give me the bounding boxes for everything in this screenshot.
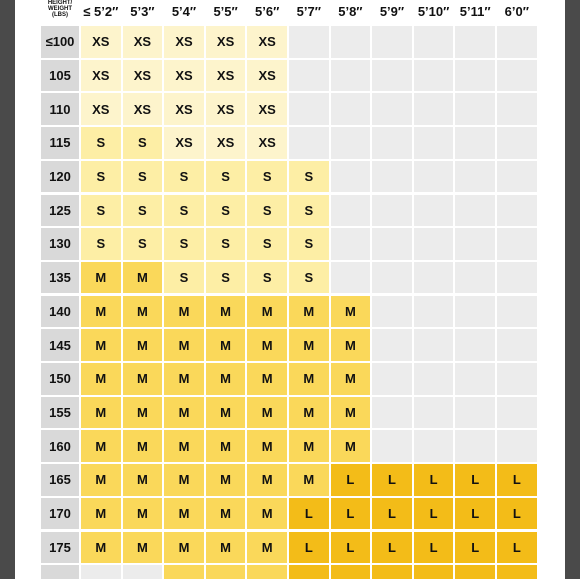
- size-cell: XS: [123, 93, 163, 125]
- weight-label: ≤100: [41, 26, 79, 58]
- empty-cell: [331, 60, 371, 92]
- empty-cell: [289, 60, 329, 92]
- size-cell: L: [372, 532, 412, 564]
- empty-cell: [497, 127, 537, 159]
- empty-cell: [455, 127, 495, 159]
- empty-cell: [372, 397, 412, 429]
- size-cell: L: [414, 498, 454, 530]
- partial-cell: [247, 565, 287, 579]
- size-cell: S: [81, 161, 121, 193]
- empty-cell: [455, 60, 495, 92]
- partial-cell: [331, 565, 371, 579]
- size-cell: M: [331, 296, 371, 328]
- size-cell: M: [247, 397, 287, 429]
- size-cell: M: [247, 464, 287, 496]
- weight-label: 145: [41, 329, 79, 361]
- empty-cell: [455, 161, 495, 193]
- empty-cell: [331, 26, 371, 58]
- empty-cell: [497, 296, 537, 328]
- size-cell: M: [164, 498, 204, 530]
- weight-label: 170: [41, 498, 79, 530]
- size-cell: L: [455, 498, 495, 530]
- size-cell: XS: [247, 93, 287, 125]
- size-cell: S: [247, 228, 287, 260]
- size-cell: M: [206, 430, 246, 462]
- size-cell: M: [164, 397, 204, 429]
- size-cell: S: [81, 228, 121, 260]
- weight-label: 175: [41, 532, 79, 564]
- size-cell: L: [331, 532, 371, 564]
- size-cell: L: [455, 532, 495, 564]
- size-cell: S: [164, 262, 204, 294]
- size-cell: L: [289, 532, 329, 564]
- size-cell: M: [206, 532, 246, 564]
- size-cell: M: [81, 464, 121, 496]
- size-cell: M: [289, 430, 329, 462]
- weight-label: 160: [41, 430, 79, 462]
- size-cell: L: [414, 464, 454, 496]
- empty-cell: [455, 363, 495, 395]
- empty-cell: [455, 195, 495, 227]
- empty-cell: [372, 26, 412, 58]
- empty-cell: [455, 262, 495, 294]
- size-cell: S: [206, 228, 246, 260]
- partial-cell: [497, 565, 537, 579]
- size-cell: S: [81, 127, 121, 159]
- size-cell: M: [164, 329, 204, 361]
- height-header: 5’4″: [171, 3, 197, 19]
- empty-cell: [455, 329, 495, 361]
- height-header: 5’8″: [338, 3, 363, 19]
- height-header: ≤ 5’2″: [83, 3, 119, 19]
- empty-cell: [497, 262, 537, 294]
- empty-cell: [497, 430, 537, 462]
- empty-cell: [455, 228, 495, 260]
- empty-cell: [372, 329, 412, 361]
- empty-cell: [497, 93, 537, 125]
- size-cell: M: [206, 498, 246, 530]
- size-cell: M: [81, 329, 121, 361]
- empty-cell: [497, 363, 537, 395]
- size-cell: M: [247, 532, 287, 564]
- empty-cell: [414, 397, 454, 429]
- size-cell: XS: [164, 127, 204, 159]
- partial-cell: [164, 565, 204, 579]
- size-cell: M: [289, 397, 329, 429]
- size-cell: XS: [164, 26, 204, 58]
- size-cell: M: [164, 363, 204, 395]
- size-cell: S: [123, 127, 163, 159]
- size-cell: S: [289, 161, 329, 193]
- partial-cell: [414, 565, 454, 579]
- size-cell: M: [164, 464, 204, 496]
- size-cell: XS: [206, 127, 246, 159]
- size-cell: XS: [247, 26, 287, 58]
- size-cell: S: [123, 228, 163, 260]
- empty-cell: [414, 363, 454, 395]
- size-cell: XS: [81, 26, 121, 58]
- size-cell: S: [123, 161, 163, 193]
- size-cell: S: [81, 195, 121, 227]
- empty-cell: [289, 26, 329, 58]
- weight-label: 105: [41, 60, 79, 92]
- size-cell: M: [289, 329, 329, 361]
- size-cell: M: [247, 296, 287, 328]
- size-cell: XS: [164, 60, 204, 92]
- size-cell: M: [206, 464, 246, 496]
- height-header: 5’5″: [213, 3, 238, 19]
- empty-cell: [497, 195, 537, 227]
- partial-cell: [289, 565, 329, 579]
- size-cell: L: [372, 498, 412, 530]
- size-cell: S: [206, 262, 246, 294]
- empty-cell: [372, 60, 412, 92]
- empty-cell: [414, 228, 454, 260]
- size-cell: XS: [247, 60, 287, 92]
- size-cell: XS: [206, 26, 246, 58]
- weight-label: 130: [41, 228, 79, 260]
- weight-label: 140: [41, 296, 79, 328]
- corner-header-line: (LBS): [52, 12, 68, 18]
- height-header: 5’7″: [296, 3, 321, 19]
- empty-cell: [372, 296, 412, 328]
- weight-label: 110: [41, 93, 79, 125]
- empty-cell: [372, 228, 412, 260]
- empty-cell: [372, 93, 412, 125]
- size-cell: XS: [81, 60, 121, 92]
- size-cell: M: [289, 363, 329, 395]
- size-cell: M: [123, 363, 163, 395]
- empty-cell: [372, 430, 412, 462]
- size-cell: M: [81, 296, 121, 328]
- empty-cell: [497, 329, 537, 361]
- empty-cell: [331, 228, 371, 260]
- size-cell: M: [247, 329, 287, 361]
- empty-cell: [331, 161, 371, 193]
- size-cell: L: [497, 532, 537, 564]
- empty-cell: [497, 397, 537, 429]
- size-cell: M: [331, 329, 371, 361]
- empty-cell: [414, 195, 454, 227]
- empty-cell: [414, 93, 454, 125]
- size-cell: XS: [123, 60, 163, 92]
- empty-cell: [289, 127, 329, 159]
- empty-cell: [372, 161, 412, 193]
- empty-cell: [455, 296, 495, 328]
- empty-cell: [497, 60, 537, 92]
- size-cell: M: [331, 363, 371, 395]
- size-cell: L: [372, 464, 412, 496]
- weight-label: 125: [41, 195, 79, 227]
- size-cell: M: [123, 464, 163, 496]
- size-cell: M: [81, 397, 121, 429]
- partial-cell: [206, 565, 246, 579]
- weight-label: 135: [41, 262, 79, 294]
- empty-cell: [372, 195, 412, 227]
- height-header: 5’9″: [379, 3, 405, 19]
- size-cell: M: [123, 430, 163, 462]
- size-cell: M: [81, 532, 121, 564]
- empty-cell: [497, 228, 537, 260]
- empty-cell: [455, 93, 495, 125]
- corner-header-line: WEIGHT: [48, 6, 72, 12]
- empty-cell: [497, 161, 537, 193]
- size-cell: S: [289, 195, 329, 227]
- size-cell: S: [289, 262, 329, 294]
- size-cell: M: [81, 498, 121, 530]
- size-cell: XS: [81, 93, 121, 125]
- height-header: 5’3″: [130, 3, 155, 19]
- size-cell: S: [123, 195, 163, 227]
- empty-cell: [372, 127, 412, 159]
- empty-cell: [331, 262, 371, 294]
- size-cell: S: [206, 161, 246, 193]
- empty-cell: [414, 26, 454, 58]
- weight-label: 115: [41, 127, 79, 159]
- height-header: 6’0″: [504, 3, 529, 19]
- size-cell: XS: [247, 127, 287, 159]
- partial-cell: [81, 565, 121, 579]
- size-cell: M: [164, 532, 204, 564]
- empty-cell: [414, 430, 454, 462]
- size-cell: L: [497, 498, 537, 530]
- empty-cell: [414, 296, 454, 328]
- empty-cell: [455, 397, 495, 429]
- size-cell: M: [123, 498, 163, 530]
- weight-label-partial: [41, 565, 79, 579]
- size-cell: M: [123, 329, 163, 361]
- size-cell: L: [497, 464, 537, 496]
- height-header: 5’10″: [417, 3, 450, 19]
- empty-cell: [414, 60, 454, 92]
- size-cell: S: [164, 161, 204, 193]
- size-cell: M: [247, 498, 287, 530]
- size-cell: M: [164, 296, 204, 328]
- empty-cell: [414, 262, 454, 294]
- size-cell: XS: [123, 26, 163, 58]
- size-cell: M: [247, 363, 287, 395]
- size-cell: L: [289, 498, 329, 530]
- partial-cell: [455, 565, 495, 579]
- size-cell: M: [123, 296, 163, 328]
- partial-cell: [372, 565, 412, 579]
- size-cell: M: [289, 464, 329, 496]
- size-cell: L: [414, 532, 454, 564]
- weight-label: 120: [41, 161, 79, 193]
- empty-cell: [414, 161, 454, 193]
- size-cell: S: [289, 228, 329, 260]
- weight-label: 155: [41, 397, 79, 429]
- size-cell: S: [164, 228, 204, 260]
- empty-cell: [372, 262, 412, 294]
- empty-cell: [414, 329, 454, 361]
- size-cell: S: [247, 195, 287, 227]
- size-cell: M: [123, 262, 163, 294]
- size-cell: M: [289, 296, 329, 328]
- size-cell: M: [81, 363, 121, 395]
- size-cell: M: [81, 262, 121, 294]
- weight-label: 165: [41, 464, 79, 496]
- size-chart: [15, 0, 565, 579]
- size-cell: M: [331, 397, 371, 429]
- empty-cell: [331, 195, 371, 227]
- size-cell: S: [247, 161, 287, 193]
- empty-cell: [372, 363, 412, 395]
- empty-cell: [289, 93, 329, 125]
- size-cell: XS: [206, 93, 246, 125]
- weight-label: 150: [41, 363, 79, 395]
- empty-cell: [455, 26, 495, 58]
- size-cell: L: [331, 498, 371, 530]
- empty-cell: [497, 26, 537, 58]
- size-cell: M: [123, 532, 163, 564]
- height-header: 5’11″: [459, 3, 491, 19]
- size-cell: S: [164, 195, 204, 227]
- size-cell: L: [455, 464, 495, 496]
- size-cell: S: [247, 262, 287, 294]
- empty-cell: [331, 93, 371, 125]
- size-cell: M: [206, 363, 246, 395]
- size-cell: M: [206, 397, 246, 429]
- size-cell: M: [206, 296, 246, 328]
- size-cell: S: [206, 195, 246, 227]
- size-cell: M: [247, 430, 287, 462]
- size-cell: M: [331, 430, 371, 462]
- size-cell: L: [331, 464, 371, 496]
- size-cell: XS: [164, 93, 204, 125]
- corner-header-line: HEIGHT/: [47, 0, 73, 6]
- size-cell: M: [123, 397, 163, 429]
- empty-cell: [455, 430, 495, 462]
- height-header: 5’6″: [255, 3, 280, 19]
- size-cell: M: [164, 430, 204, 462]
- size-cell: M: [206, 329, 246, 361]
- partial-cell: [123, 565, 163, 579]
- size-cell: M: [81, 430, 121, 462]
- corner-header: [41, 0, 79, 22]
- empty-cell: [414, 127, 454, 159]
- empty-cell: [331, 127, 371, 159]
- size-cell: XS: [206, 60, 246, 92]
